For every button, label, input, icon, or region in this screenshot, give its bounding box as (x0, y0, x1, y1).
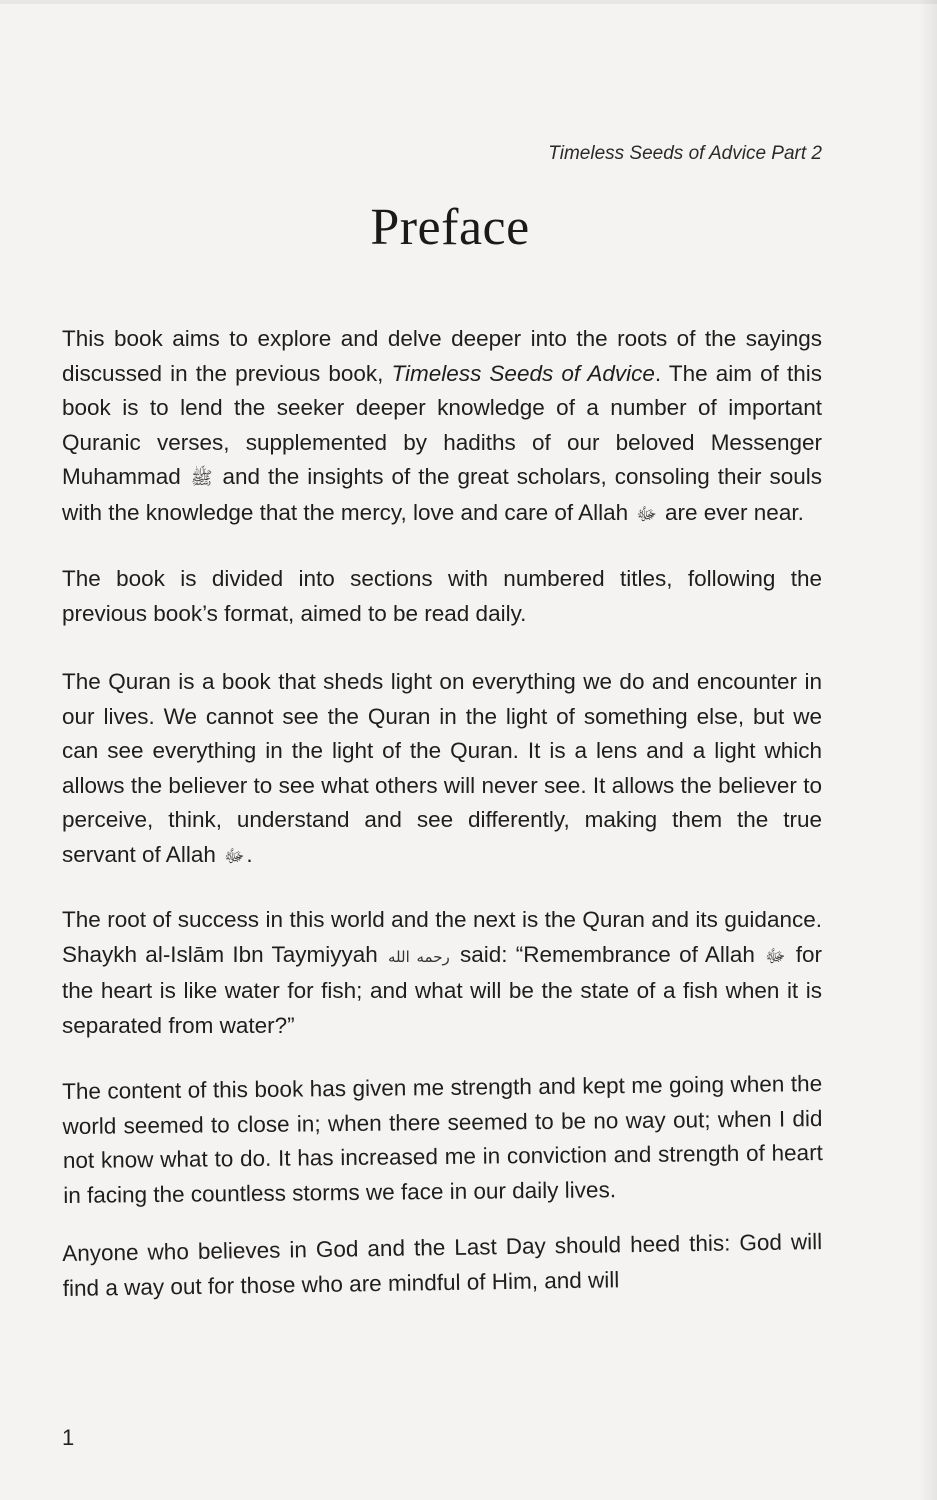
allah-honorific-icon: ﷻ (224, 845, 245, 866)
paragraph-1-text-c: and the insights of the great scholars, consoling their souls with the knowledge that the mercy, love and care of Allah (62, 464, 822, 525)
allah-honorific-icon: ﷻ (636, 503, 657, 524)
page-edge-shadow (919, 0, 937, 1500)
paragraph-4-text-b: said: “Remembrance of Allah (451, 941, 764, 967)
paragraph-1-text-b: . The aim of this book is to lend the seeker deeper knowledge of a number of important Quranic verses, supplemented by hadiths of our beloved Messenger Muhammad (62, 360, 823, 489)
running-header: Timeless Seeds of Advice Part 2 (548, 143, 822, 164)
paragraph-1-text-d: are ever near. (658, 499, 804, 525)
paragraph-5: The content of this book has given me strength and kept me going when the world seemed to close in; when there seemed to be no way out; when I did not know what to do. It has increased me in conviction and strength of heart in facing the countless storms we face in our daily lives. (62, 1071, 823, 1208)
paragraph-3-text-b: . (246, 841, 253, 867)
paragraph-4 (62, 903, 822, 1043)
paragraph-2: The book is divided into sections with numbered titles, following the previous book’s format, aimed to be read daily. (62, 566, 822, 626)
paragraph-6: Anyone who believes in God and the Last Day should heed this: God will find a way out for those who are mindful of Him, and will (62, 1229, 823, 1301)
page-number: 1 (62, 1425, 75, 1450)
scholar-honorific-icon: رحمه الله (387, 947, 450, 966)
paragraph-1 (62, 322, 822, 531)
paragraph-3 (62, 665, 822, 873)
preface-body (62, 322, 822, 1337)
previous-book-title: Timeless Seeds of Advice (391, 360, 655, 386)
page-title: Preface (370, 199, 530, 256)
paragraph-1-text-a: This book aims to explore and delve deeper into the roots of the sayings discussed in the previous book, (62, 326, 822, 386)
paragraph-4-text-c: for the heart is like water for fish; and what will be the state of a fish when it is separated from water?” (62, 941, 822, 1038)
allah-honorific-icon: ﷻ (765, 945, 786, 966)
prophet-honorific-icon: ﷺ (190, 468, 213, 488)
paragraph-4-text-a: The root of success in this world and the next is the Quran and its guidance. Shaykh al-Islām Ibn Taymiyyah (62, 907, 822, 967)
page-top-edge (0, 0, 937, 4)
paragraph-3-text-a: The Quran is a book that sheds light on everything we do and encounter in our lives. We cannot see the Quran in the light of something else, but we can see everything in the light of the Quran. It is a lens and a light which allows the believer to see what others will never see. It allows the believer to perceive, think, understand and see differently, making them the true servant of Allah (62, 669, 822, 867)
